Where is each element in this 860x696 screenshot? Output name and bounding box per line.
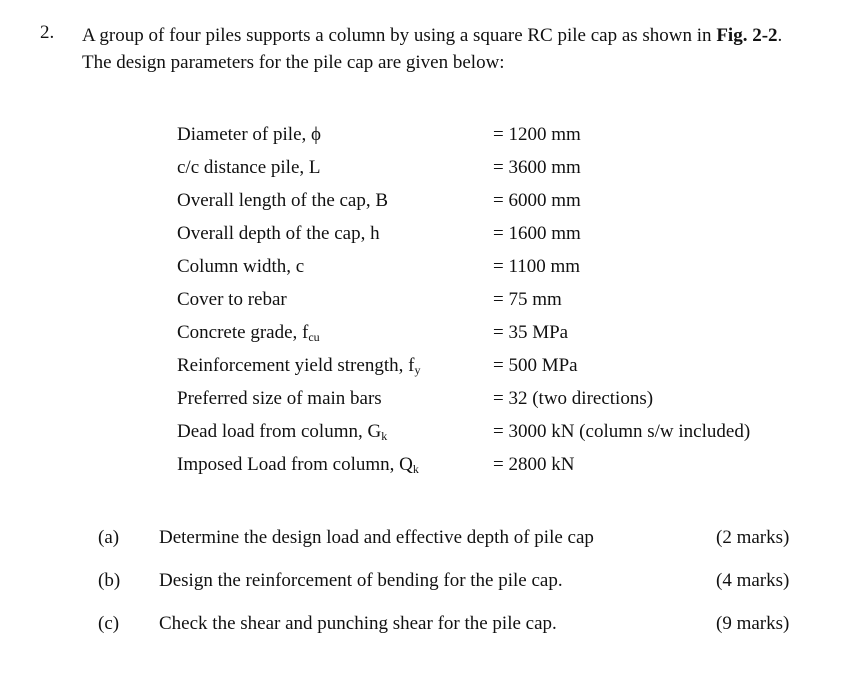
- task-item: [98, 613, 798, 656]
- parameter-label-text: Reinforcement yield strength, f: [177, 355, 415, 376]
- design-parameters-list: [177, 124, 817, 487]
- parameter-label: Column width, c: [177, 256, 305, 277]
- parameter-value: = 500 MPa: [493, 355, 578, 376]
- parameter-label: Overall depth of the cap, h: [177, 223, 380, 244]
- parameter-value: = 2800 kN: [493, 454, 575, 475]
- parameter-label: Cover to rebar: [177, 289, 287, 310]
- parameter-label-subscript: cu: [308, 330, 320, 344]
- parameter-label-text: Dead load from column, G: [177, 421, 382, 442]
- parameter-label-text: Imposed Load from column, Q: [177, 454, 413, 475]
- task-letter: (c): [98, 613, 120, 634]
- parameter-label: [177, 454, 419, 477]
- parameter-label: c/c distance pile, L: [177, 157, 321, 178]
- question-intro: [82, 22, 842, 76]
- parameter-value: = 3000 kN (column s/w included): [493, 421, 751, 442]
- parameter-value: = 1100 mm: [493, 256, 581, 277]
- parameter-value: = 1600 mm: [493, 223, 581, 244]
- task-text: Check the shear and punching shear for the pile cap.: [159, 613, 557, 634]
- parameter-label-subscript: k: [412, 462, 419, 476]
- task-marks: (4 marks): [716, 570, 790, 591]
- task-item: [98, 570, 798, 613]
- parameter-row: [177, 223, 817, 256]
- parameter-label: [177, 355, 420, 378]
- parameter-row: [177, 388, 817, 421]
- task-marks: (9 marks): [716, 613, 790, 634]
- parameter-label-subscript: k: [381, 429, 388, 443]
- task-item: [98, 527, 798, 570]
- parameter-row: [177, 157, 817, 190]
- parameter-value: = 32 (two directions): [493, 388, 654, 409]
- parameter-value: = 35 MPa: [493, 322, 569, 343]
- parameter-row: [177, 421, 817, 454]
- task-marks: (2 marks): [716, 527, 790, 548]
- parameter-label: Diameter of pile, ϕ: [177, 124, 322, 145]
- parameter-value: = 75 mm: [493, 289, 562, 310]
- intro-line-2: The design parameters for the pile cap are given below:: [82, 52, 505, 73]
- task-text: Design the reinforcement of bending for the pile cap.: [159, 570, 563, 591]
- parameter-label-text: Concrete grade, f: [177, 322, 309, 343]
- parameter-row: [177, 256, 817, 289]
- parameter-label: Overall length of the cap, B: [177, 190, 389, 211]
- parameter-row: [177, 454, 817, 487]
- parameter-row: [177, 322, 817, 355]
- parameter-value: = 6000 mm: [493, 190, 581, 211]
- question-number: 2.: [40, 22, 55, 43]
- parameter-row: [177, 124, 817, 157]
- parameter-label: [177, 421, 387, 444]
- parameter-row: [177, 355, 817, 388]
- parameter-value: = 1200 mm: [493, 124, 581, 145]
- task-list: [98, 527, 798, 656]
- figure-reference: Fig. 2-2: [716, 25, 778, 46]
- intro-period: .: [777, 25, 783, 46]
- task-letter: (a): [98, 527, 120, 548]
- intro-text: A group of four piles supports a column by using a square RC pile cap as shown in: [82, 25, 717, 46]
- parameter-label: [177, 322, 320, 345]
- parameter-row: [177, 190, 817, 223]
- parameter-label-subscript: y: [414, 363, 421, 377]
- parameter-row: [177, 289, 817, 322]
- parameter-label: Preferred size of main bars: [177, 388, 382, 409]
- task-text: Determine the design load and effective depth of pile cap: [159, 527, 594, 548]
- task-letter: (b): [98, 570, 121, 591]
- parameter-value: = 3600 mm: [493, 157, 581, 178]
